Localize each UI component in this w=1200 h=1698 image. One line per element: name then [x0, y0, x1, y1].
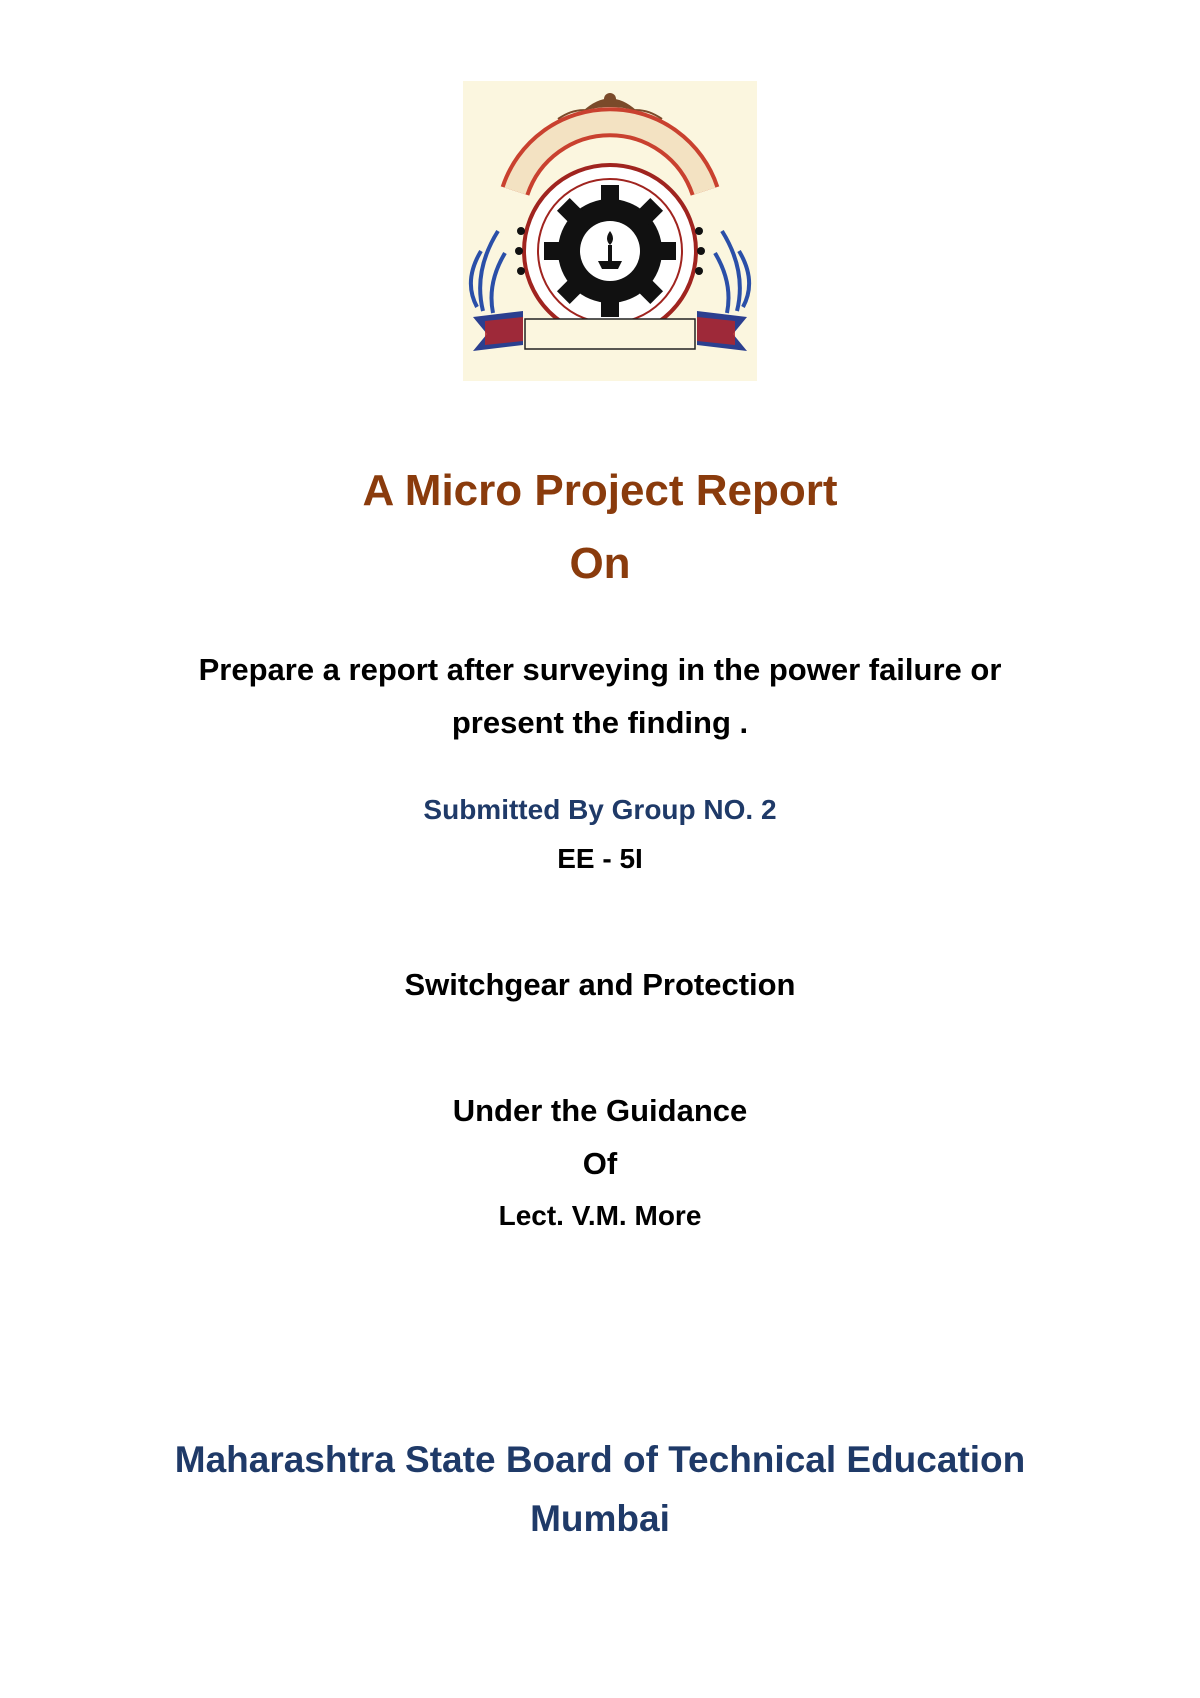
guidance-line-1: Under the Guidance [452, 1093, 748, 1128]
submitted-by: Submitted By Group NO. 2 [423, 794, 777, 825]
subject-name: Switchgear and Protection [404, 967, 796, 1002]
report-title-line-1: A Micro Project Report [362, 466, 838, 515]
msbte-emblem-icon [463, 81, 757, 381]
class-name: EE - 5I [557, 843, 643, 874]
board-name-line-1: Maharashtra State Board of Technical Education [174, 1439, 1026, 1480]
topic-line-2: present the finding . [451, 705, 749, 740]
guide-name: Lect. V.M. More [498, 1200, 702, 1231]
guidance-line-2: Of [582, 1146, 618, 1181]
board-name-line-2: Mumbai [530, 1498, 670, 1539]
topic-line-1: Prepare a report after surveying in the power failure or [198, 652, 1002, 687]
report-title-line-2: On [569, 539, 631, 588]
